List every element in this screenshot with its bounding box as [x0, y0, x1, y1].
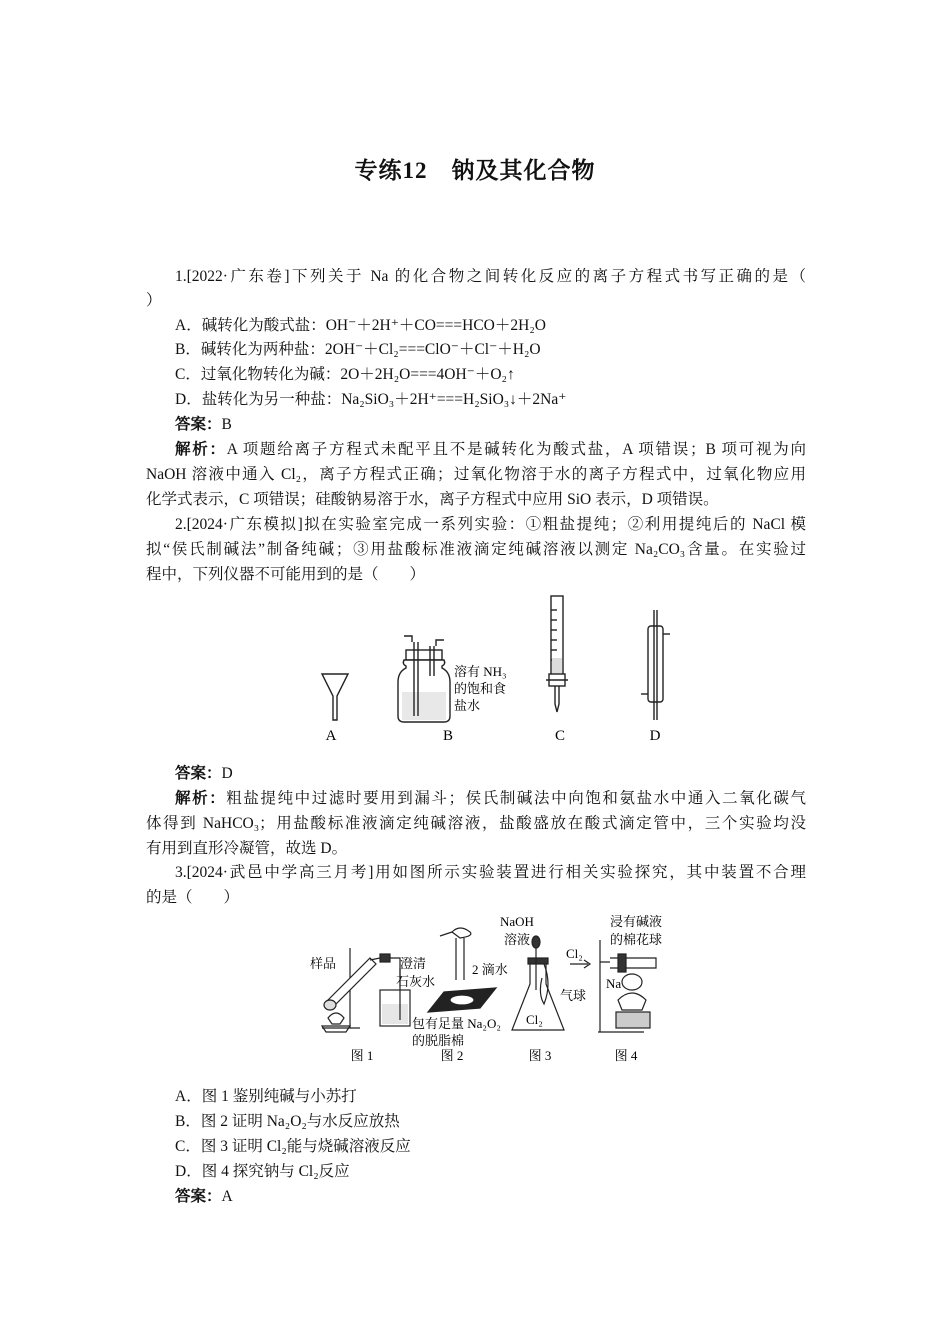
analysis-label: 解析：	[175, 441, 227, 458]
q2-stem-line3: 程中，下列仪器不可能用到的是（ ）	[146, 566, 426, 583]
q1-analysis-line1	[175, 438, 806, 462]
q1-option-c: C．过氧化物转化为碱：2O＋2H₂O===4OH⁻＋O₂↑	[175, 366, 515, 383]
label-cotton-1: 包有足量 Na₂O₂	[412, 1016, 501, 1031]
answer-value: D	[221, 765, 233, 782]
q1-analysis-line2: NaOH 溶液中通入 Cl₂，离子方程式正确；过氧化物溶于水的离子方程式中，过氧化物应用	[146, 466, 806, 483]
label-naoh-2: 溶液	[504, 932, 531, 947]
q2-stem-line1: 2.[2024·广东模拟]拟在实验室完成一系列实验：①粗盐提纯；②利用提纯后的 NaCl 模	[175, 516, 806, 533]
burette-icon	[546, 596, 568, 712]
label-cl2-flask: Cl₂	[526, 1012, 543, 1027]
caption-fig3: 图 3	[528, 1048, 552, 1063]
caption-fig4: 图 4	[614, 1048, 638, 1063]
q1-stem-line1: 1.[2022·广东卷]下列关于 Na 的化合物之间转化反应的离子方程式书写正确的是（	[175, 268, 806, 285]
q2-analysis-line1	[175, 787, 806, 811]
q3-option-c: C．图 3 证明 Cl₂能与烧碱溶液反应	[175, 1138, 411, 1155]
q3-stem-line2: 的是（ ）	[146, 889, 240, 906]
page-title: 专练12 钠及其化合物	[354, 158, 596, 183]
q3-answer	[175, 1185, 806, 1209]
q3-option-a: A．图 1 鉴别纯碱与小苏打	[175, 1088, 357, 1105]
label-c: C	[554, 728, 566, 744]
q1-answer	[175, 413, 806, 437]
q2-stem-line2: 拟“侯氏制碱法”制备纯碱；③用盐酸标准液滴定纯碱溶液以测定 Na₂CO₃含量。在实验过	[146, 541, 806, 558]
label-cotton-2: 的脱脂棉	[412, 1033, 465, 1048]
q1-option-a: A．碱转化为酸式盐：OH⁻＋2H⁺＋CO===HCO＋2H₂O	[175, 317, 546, 334]
label-alkali-1: 浸有碱液	[610, 914, 663, 929]
answer-label: 答案：	[175, 416, 222, 433]
answer-label: 答案：	[175, 1188, 222, 1205]
gas-washing-bottle-icon	[398, 636, 450, 722]
label-two-drops-water: 2 滴水	[472, 962, 508, 977]
analysis-text: A 项题给离子方程式未配平且不是碱转化为酸式盐，A 项错误；B 项可视为向	[226, 441, 806, 458]
label-a: A	[325, 728, 337, 744]
q1-option-b: B．碱转化为两种盐：2OH⁻＋Cl₂===ClO⁻＋Cl⁻＋H₂O	[175, 341, 541, 358]
label-cl2-arrow: Cl₂	[566, 946, 583, 961]
q2-answer	[175, 762, 806, 786]
label-alkali-2: 的棉花球	[610, 932, 663, 947]
b-label-line1: 溶有 NH₃	[454, 664, 507, 679]
label-sample: 样品	[310, 956, 337, 971]
label-b: B	[442, 728, 454, 744]
q3-option-b: B．图 2 证明 Na₂O₂与水反应放热	[175, 1113, 400, 1130]
q2-analysis-line3: 有用到直形冷凝管，故选 D。	[146, 840, 348, 857]
label-d: D	[649, 728, 661, 744]
q3-stem-line1: 3.[2024·武邑中学高三月考]用如图所示实验装置进行相关实验探究，其中装置不合理	[175, 864, 806, 881]
q3-apparatus-figure	[300, 908, 680, 1068]
b-label-line2: 的饱和食	[454, 681, 507, 696]
funnel-icon	[322, 674, 348, 720]
caption-fig1: 图 1	[350, 1048, 374, 1063]
q2-analysis-line2: 体得到 NaHCO₃；用盐酸标准液滴定纯碱溶液，盐酸盛放在酸式滴定管中，三个实验均没	[146, 815, 806, 832]
analysis-label: 解析：	[175, 790, 227, 807]
q2-apparatus-figure	[300, 590, 700, 750]
b-label-line3: 盐水	[454, 698, 481, 713]
answer-value: B	[221, 416, 232, 433]
label-limewater-2: 石灰水	[396, 974, 436, 989]
answer-label: 答案：	[175, 765, 222, 782]
label-limewater-1: 澄清	[400, 956, 427, 971]
label-naoh-1: NaOH	[500, 914, 534, 929]
label-balloon: 气球	[560, 988, 587, 1003]
q3-option-d: D．图 4 探究钠与 Cl₂反应	[175, 1163, 350, 1180]
answer-value: A	[221, 1188, 233, 1205]
q1-analysis-line3: 化学式表示，C 项错误；硅酸钠易溶于水，离子方程式中应用 SiO 表示，D 项错误。	[146, 491, 719, 508]
q1-stem-line2: ）	[146, 292, 162, 309]
condenser-icon	[641, 610, 670, 720]
label-na: Na	[606, 976, 622, 991]
q1-option-d: D．盐转化为另一种盐：Na₂SiO₃＋2H⁺===H₂SiO₃↓＋2Na⁺	[175, 391, 567, 408]
analysis-text: 粗盐提纯中过滤时要用到漏斗；侯氏制碱法中向饱和氨盐水中通入二氧化碳气	[226, 790, 806, 807]
caption-fig2: 图 2	[440, 1048, 464, 1063]
